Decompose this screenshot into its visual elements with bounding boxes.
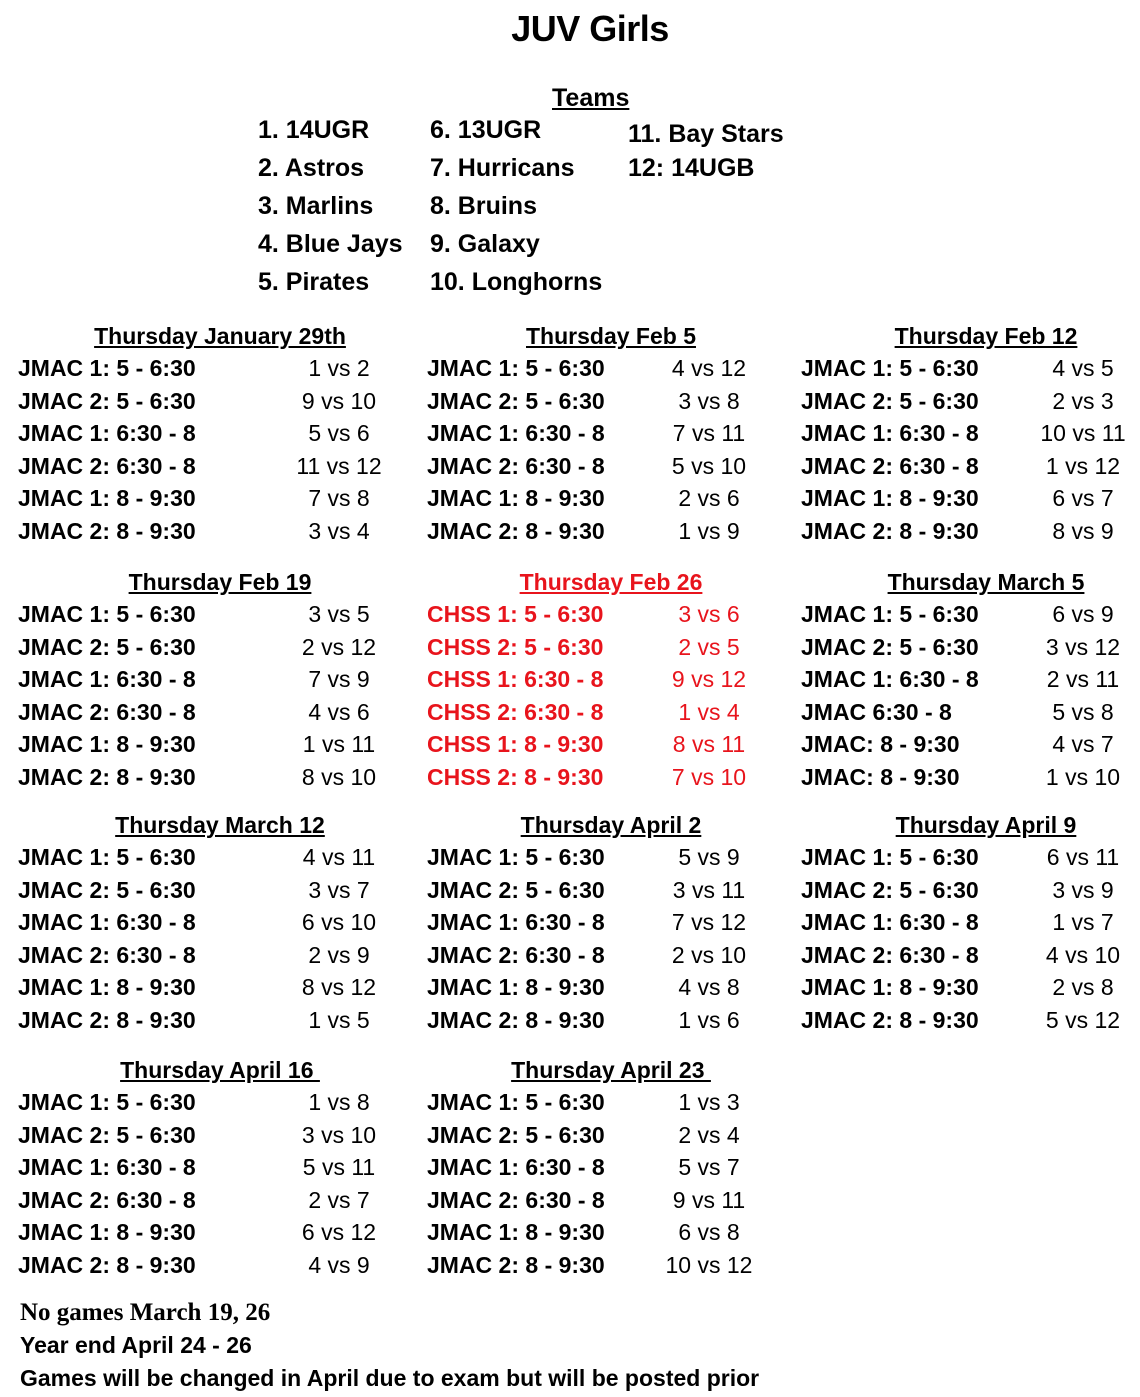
game-matchup: 5 vs 11 xyxy=(302,1154,376,1181)
game-time-slot: JMAC 2: 5 - 6:30 xyxy=(18,876,196,903)
game-matchup: 2 vs 4 xyxy=(678,1121,740,1148)
game-matchup: 1 vs 12 xyxy=(1045,452,1121,479)
game-time-slot: JMAC 1: 5 - 6:30 xyxy=(427,844,605,870)
game-matchup: 5 vs 9 xyxy=(678,844,740,870)
game-time-slot: JMAC 1: 6:30 - 8 xyxy=(427,909,605,936)
game-matchup: 7 vs 12 xyxy=(671,909,747,936)
game-matchup: 2 vs 6 xyxy=(678,485,740,512)
game-matchup: 1 vs 10 xyxy=(1045,764,1121,790)
game-matchup: 4 vs 5 xyxy=(1052,355,1114,381)
game-time-slot: JMAC 1: 6:30 - 8 xyxy=(18,420,196,447)
game-time-slot: JMAC 1: 8 - 9:30 xyxy=(18,485,196,512)
game-time-slot: JMAC 6:30 - 8 xyxy=(801,698,952,725)
game-matchup: 4 vs 12 xyxy=(671,355,747,381)
game-time-slot: JMAC 1: 6:30 - 8 xyxy=(801,909,979,936)
game-time-slot: JMAC 2: 5 - 6:30 xyxy=(427,876,605,903)
game-matchup: 6 vs 7 xyxy=(1052,485,1114,512)
game-matchup: 6 vs 8 xyxy=(678,1219,740,1246)
team-item: 8. Bruins xyxy=(430,192,537,220)
team-item: 10. Longhorns xyxy=(430,268,603,296)
game-matchup: 2 vs 8 xyxy=(1052,974,1114,1001)
game-time-slot: JMAC 2: 5 - 6:30 xyxy=(18,1121,196,1148)
day-title: Thursday March 5 xyxy=(887,569,1085,595)
teams-heading: Teams xyxy=(552,84,630,112)
day-title: Thursday March 12 xyxy=(115,812,325,838)
game-matchup: 2 vs 12 xyxy=(301,633,377,660)
game-time-slot: JMAC 1: 5 - 6:30 xyxy=(801,844,979,870)
game-time-slot: JMAC 2: 8 - 9:30 xyxy=(427,1252,605,1278)
game-time-slot: CHSS 2: 6:30 - 8 xyxy=(427,698,604,725)
page-title: JUV Girls xyxy=(511,8,669,49)
game-matchup: 2 vs 10 xyxy=(671,941,747,968)
game-matchup: 1 vs 11 xyxy=(302,731,376,758)
game-time-slot: JMAC 2: 8 - 9:30 xyxy=(801,1007,979,1033)
note-no-games: No games March 19, 26 xyxy=(20,1299,271,1326)
game-time-slot: JMAC 1: 8 - 9:30 xyxy=(427,974,605,1001)
game-matchup: 3 vs 12 xyxy=(1045,633,1121,660)
game-time-slot: CHSS 2: 5 - 6:30 xyxy=(427,633,604,660)
game-matchup: 1 vs 2 xyxy=(308,355,370,381)
game-time-slot: JMAC 1: 8 - 9:30 xyxy=(18,974,196,1001)
day-title: Thursday Feb 12 xyxy=(894,323,1078,349)
game-time-slot: JMAC 2: 8 - 9:30 xyxy=(18,764,196,790)
game-time-slot: CHSS 1: 6:30 - 8 xyxy=(427,666,604,693)
game-time-slot: JMAC 1: 6:30 - 8 xyxy=(801,420,979,447)
game-matchup: 9 vs 12 xyxy=(671,666,747,693)
day-title: Thursday Feb 5 xyxy=(526,323,696,349)
game-matchup: 1 vs 6 xyxy=(678,1007,740,1033)
game-time-slot: JMAC 1: 5 - 6:30 xyxy=(18,844,196,870)
game-time-slot: JMAC 1: 5 - 6:30 xyxy=(801,601,979,627)
game-matchup: 5 vs 12 xyxy=(1045,1007,1121,1033)
game-time-slot: JMAC 1: 6:30 - 8 xyxy=(801,666,979,693)
team-item: 7. Hurricans xyxy=(430,154,575,182)
teams-column-2 xyxy=(430,111,602,301)
game-time-slot: JMAC 2: 6:30 - 8 xyxy=(18,1186,196,1213)
game-time-slot: JMAC 2: 6:30 - 8 xyxy=(427,1186,605,1213)
game-time-slot: CHSS 1: 8 - 9:30 xyxy=(427,731,604,758)
game-matchup: 7 vs 11 xyxy=(672,420,746,447)
teams-column-1 xyxy=(258,111,403,301)
game-time-slot: JMAC 1: 8 - 9:30 xyxy=(801,485,979,512)
game-matchup: 4 vs 7 xyxy=(1052,731,1114,758)
game-time-slot: JMAC 1: 5 - 6:30 xyxy=(427,1089,605,1115)
game-matchup: 4 vs 8 xyxy=(678,974,740,1001)
game-time-slot: JMAC 1: 8 - 9:30 xyxy=(18,1219,196,1246)
game-time-slot: JMAC 1: 8 - 9:30 xyxy=(18,731,196,758)
game-matchup: 9 vs 10 xyxy=(301,387,377,414)
game-matchup: 7 vs 8 xyxy=(308,485,370,512)
game-time-slot: JMAC 2: 8 - 9:30 xyxy=(427,518,605,544)
day-title: Thursday April 9 xyxy=(895,812,1077,838)
team-item: 5. Pirates xyxy=(258,268,370,296)
game-time-slot: JMAC 2: 5 - 6:30 xyxy=(801,876,979,903)
team-item: 12: 14UGB xyxy=(628,154,755,182)
game-time-slot: JMAC 1: 5 - 6:30 xyxy=(18,601,196,627)
game-matchup: 1 vs 5 xyxy=(308,1007,370,1033)
game-time-slot: JMAC 1: 6:30 - 8 xyxy=(18,1154,196,1181)
schedule-notes xyxy=(20,1296,759,1395)
game-matchup: 1 vs 8 xyxy=(308,1089,370,1115)
game-matchup: 4 vs 9 xyxy=(308,1252,370,1278)
game-time-slot: JMAC: 8 - 9:30 xyxy=(801,764,960,790)
game-time-slot: JMAC 1: 6:30 - 8 xyxy=(427,420,605,447)
game-time-slot: JMAC 1: 8 - 9:30 xyxy=(801,974,979,1001)
team-item: 9. Galaxy xyxy=(430,230,540,258)
game-matchup: 7 vs 10 xyxy=(671,764,747,790)
game-matchup: 2 vs 3 xyxy=(1052,387,1114,414)
team-item: 6. 13UGR xyxy=(430,116,542,144)
game-matchup: 8 vs 12 xyxy=(301,974,377,1001)
game-time-slot: JMAC 2: 5 - 6:30 xyxy=(427,1121,605,1148)
game-time-slot: JMAC 2: 6:30 - 8 xyxy=(801,452,979,479)
game-time-slot: JMAC 1: 6:30 - 8 xyxy=(18,909,196,936)
game-matchup: 4 vs 6 xyxy=(308,698,370,725)
game-time-slot: JMAC 2: 5 - 6:30 xyxy=(801,633,979,660)
game-time-slot: JMAC 2: 8 - 9:30 xyxy=(18,1007,196,1033)
game-matchup: 3 vs 10 xyxy=(301,1121,377,1148)
game-matchup: 10 vs 11 xyxy=(1040,420,1126,447)
game-time-slot: JMAC 1: 5 - 6:30 xyxy=(801,355,979,381)
game-time-slot: JMAC 1: 8 - 9:30 xyxy=(427,1219,605,1246)
game-time-slot: JMAC 1: 5 - 6:30 xyxy=(18,1089,196,1115)
game-matchup: 8 vs 10 xyxy=(301,764,377,790)
game-matchup: 5 vs 8 xyxy=(1052,698,1114,725)
game-time-slot: JMAC 1: 5 - 6:30 xyxy=(18,355,196,381)
game-time-slot: JMAC 2: 8 - 9:30 xyxy=(18,518,196,544)
teams-column-3 xyxy=(628,115,784,187)
game-time-slot: JMAC 2: 6:30 - 8 xyxy=(801,941,979,968)
note-year-end: Year end April 24 - 26 xyxy=(20,1332,252,1358)
game-matchup: 1 vs 4 xyxy=(678,698,740,725)
game-matchup: 6 vs 10 xyxy=(301,909,377,936)
day-title: Thursday April 2 xyxy=(520,812,702,838)
game-time-slot: JMAC 2: 6:30 - 8 xyxy=(18,698,196,725)
game-time-slot: JMAC 1: 5 - 6:30 xyxy=(427,355,605,381)
game-time-slot: JMAC: 8 - 9:30 xyxy=(801,731,960,758)
game-matchup: 2 vs 11 xyxy=(1046,666,1120,693)
team-item: 3. Marlins xyxy=(258,192,374,220)
game-time-slot: CHSS 2: 8 - 9:30 xyxy=(427,764,604,790)
game-matchup: 1 vs 7 xyxy=(1052,909,1114,936)
team-item: 4. Blue Jays xyxy=(258,230,403,258)
game-matchup: 3 vs 11 xyxy=(672,876,746,903)
game-matchup: 2 vs 7 xyxy=(308,1186,370,1213)
game-matchup: 1 vs 3 xyxy=(678,1089,740,1115)
game-matchup: 3 vs 5 xyxy=(308,601,370,627)
game-matchup: 6 vs 9 xyxy=(1052,601,1114,627)
game-time-slot: JMAC 2: 6:30 - 8 xyxy=(427,941,605,968)
game-time-slot: JMAC 2: 5 - 6:30 xyxy=(18,387,196,414)
game-matchup: 3 vs 9 xyxy=(1052,876,1114,903)
game-time-slot: JMAC 1: 6:30 - 8 xyxy=(427,1154,605,1181)
game-time-slot: JMAC 2: 6:30 - 8 xyxy=(18,941,196,968)
game-matchup: 8 vs 11 xyxy=(672,731,746,758)
game-matchup: 1 vs 9 xyxy=(678,518,740,544)
game-matchup: 9 vs 11 xyxy=(672,1186,746,1213)
game-matchup: 2 vs 5 xyxy=(678,633,740,660)
day-title: Thursday April 23 xyxy=(511,1057,711,1083)
game-matchup: 7 vs 9 xyxy=(308,666,370,693)
game-matchup: 6 vs 11 xyxy=(1046,844,1120,870)
game-time-slot: CHSS 1: 5 - 6:30 xyxy=(427,601,604,627)
game-matchup: 10 vs 12 xyxy=(665,1252,753,1278)
game-matchup: 2 vs 9 xyxy=(308,941,370,968)
game-time-slot: JMAC 1: 8 - 9:30 xyxy=(427,485,605,512)
game-matchup: 3 vs 7 xyxy=(308,876,370,903)
game-matchup: 3 vs 4 xyxy=(308,518,370,544)
game-time-slot: JMAC 2: 5 - 6:30 xyxy=(801,387,979,414)
game-time-slot: JMAC 2: 8 - 9:30 xyxy=(427,1007,605,1033)
game-matchup: 4 vs 11 xyxy=(302,844,376,870)
game-time-slot: JMAC 2: 6:30 - 8 xyxy=(18,452,196,479)
game-matchup: 6 vs 12 xyxy=(301,1219,377,1246)
note-april-changes: Games will be changed in April due to exam but will be posted prior xyxy=(20,1365,760,1391)
team-item: 11. Bay Stars xyxy=(628,120,784,148)
game-matchup: 3 vs 6 xyxy=(678,601,740,627)
game-matchup: 11 vs 12 xyxy=(296,452,382,479)
team-item: 2. Astros xyxy=(258,154,365,182)
game-matchup: 8 vs 9 xyxy=(1052,518,1114,544)
game-time-slot: JMAC 2: 5 - 6:30 xyxy=(18,633,196,660)
game-time-slot: JMAC 1: 6:30 - 8 xyxy=(18,666,196,693)
game-time-slot: JMAC 2: 5 - 6:30 xyxy=(427,387,605,414)
game-matchup: 3 vs 8 xyxy=(678,387,740,414)
day-title: Thursday Feb 19 xyxy=(128,569,312,595)
day-title: Thursday January 29th xyxy=(94,323,346,349)
day-title: Thursday April 16 xyxy=(120,1057,320,1083)
game-time-slot: JMAC 2: 6:30 - 8 xyxy=(427,452,605,479)
game-time-slot: JMAC 2: 8 - 9:30 xyxy=(801,518,979,544)
game-matchup: 5 vs 6 xyxy=(308,420,370,447)
game-matchup: 5 vs 7 xyxy=(678,1154,740,1181)
team-item: 1. 14UGR xyxy=(258,116,370,144)
game-matchup: 5 vs 10 xyxy=(671,452,747,479)
game-matchup: 4 vs 10 xyxy=(1045,941,1121,968)
day-title: Thursday Feb 26 xyxy=(519,569,703,595)
game-time-slot: JMAC 2: 8 - 9:30 xyxy=(18,1252,196,1278)
